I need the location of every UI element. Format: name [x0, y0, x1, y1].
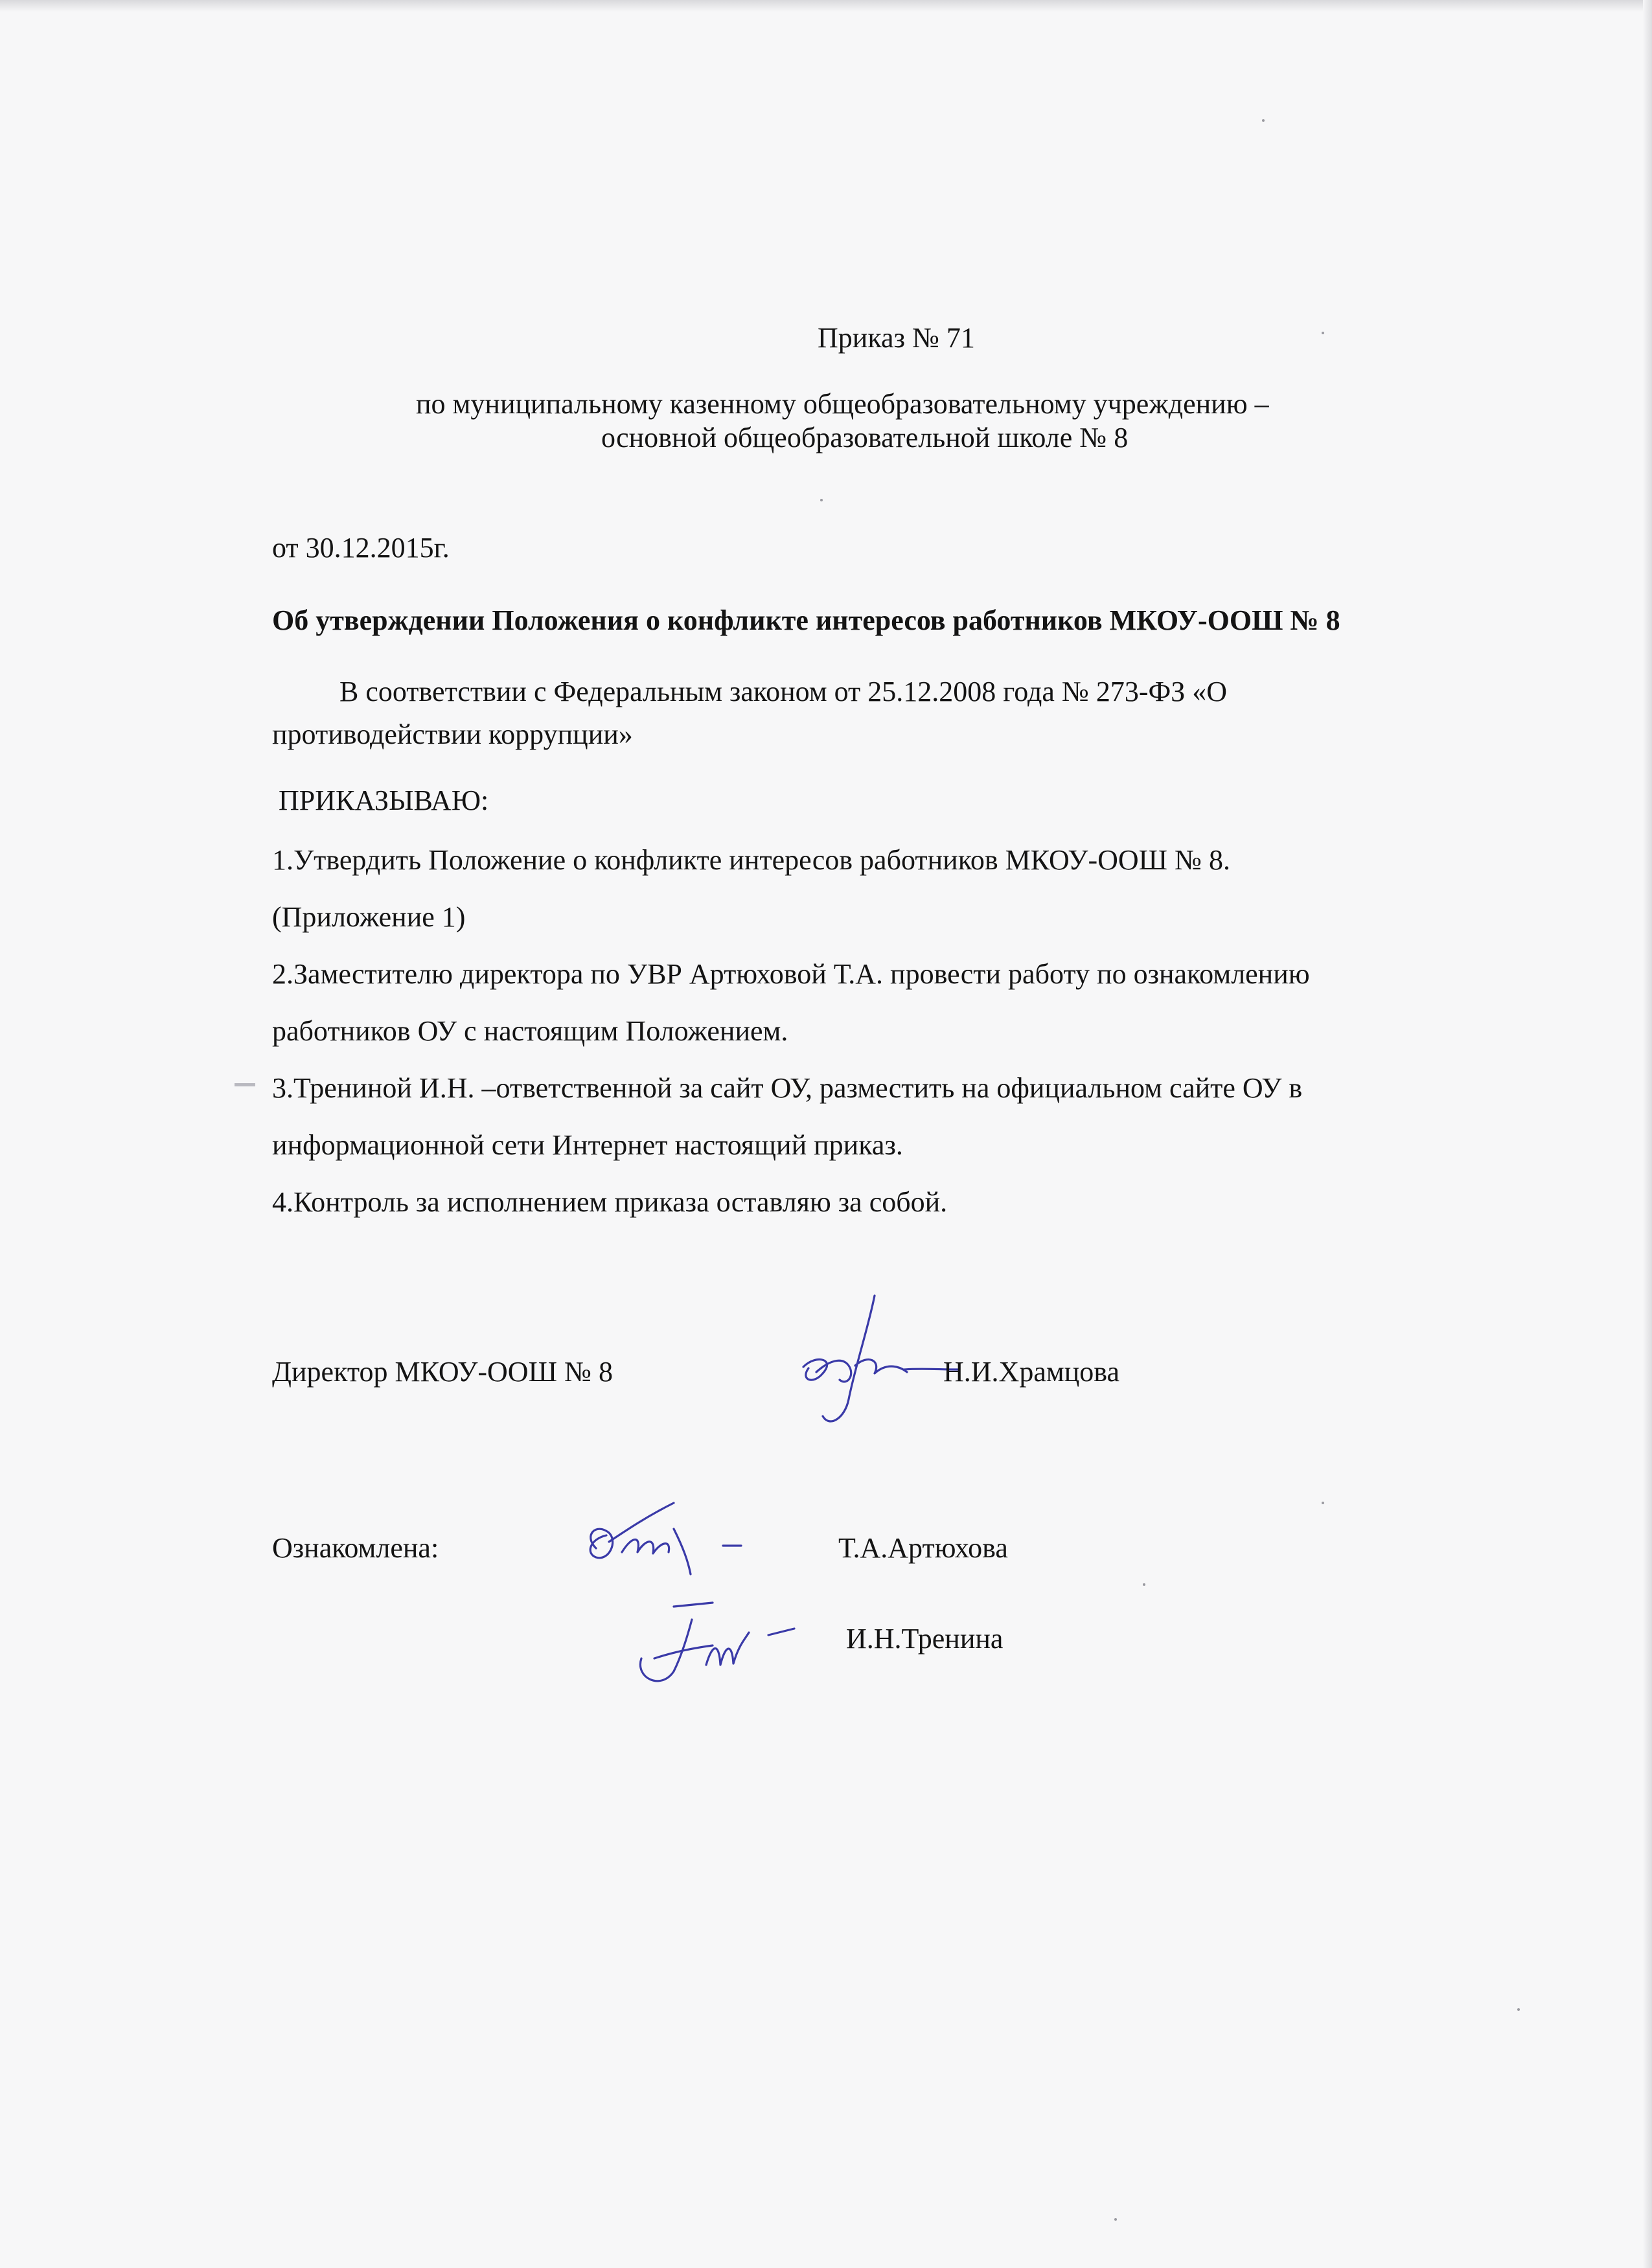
signature-stroke — [622, 1540, 669, 1554]
director-signature — [777, 1289, 959, 1438]
signature-stroke — [674, 1603, 713, 1607]
order-item: 4.Контроль за исполнением приказа оставляю за собой. — [272, 1186, 948, 1218]
basis-line-1: В соответствии с Федеральным законом от 25.12.2008 года № 273-ФЗ «О — [339, 676, 1228, 707]
scan-speck — [1322, 1502, 1324, 1504]
order-item: работников ОУ с настоящим Положением. — [272, 1015, 788, 1047]
scan-mark — [235, 1083, 255, 1086]
scan-edge-top — [0, 0, 1652, 12]
org-name-line-1: по муниципальному казенному общеобразовательному учреждению – — [416, 388, 1269, 420]
signature-stroke — [609, 1503, 674, 1542]
basis-line-2: противодействии коррупции» — [272, 718, 633, 750]
signature-artyukhova — [570, 1490, 758, 1594]
order-subject: Об утверждении Положения о конфликте интересов работников МКОУ-ООШ № 8 — [272, 604, 1340, 636]
director-name: Н.И.Храмцова — [943, 1356, 1119, 1388]
acknowledged-label: Ознакомлена: — [272, 1532, 439, 1564]
signature-stroke — [823, 1296, 875, 1421]
order-date: от 30.12.2015г. — [272, 532, 450, 564]
signature-trenina — [615, 1581, 803, 1697]
order-item: (Приложение 1) — [272, 901, 466, 933]
signature-stroke — [803, 1360, 827, 1380]
ack-name: Т.А.Артюхова — [838, 1532, 1008, 1564]
org-name-line-2: основной общеобразовательной школе № 8 — [601, 422, 1129, 453]
scan-speck — [1322, 332, 1324, 334]
order-item: 2.Заместителю директора по УВР Артюховой Т.А. провести работу по ознакомлению — [272, 958, 1310, 990]
order-title: Приказ № 71 — [818, 322, 975, 354]
scan-speck — [1143, 1583, 1145, 1586]
signature-stroke — [855, 1360, 907, 1373]
signature-stroke — [816, 1360, 851, 1382]
signature-stroke — [768, 1629, 794, 1635]
scan-edge-right — [1643, 0, 1652, 2268]
director-title: Директор МКОУ-ООШ № 8 — [272, 1356, 613, 1388]
signature-stroke — [590, 1529, 612, 1558]
scan-speck — [1114, 2218, 1117, 2221]
signature-stroke — [706, 1632, 749, 1665]
command-word: ПРИКАЗЫВАЮ: — [279, 785, 489, 816]
signature-stroke — [674, 1529, 691, 1574]
order-item: 1.Утвердить Положение о конфликте интересов работников МКОУ-ООШ № 8. — [272, 844, 1231, 876]
scan-speck — [820, 499, 823, 501]
ack-name: И.Н.Тренина — [846, 1623, 1004, 1655]
order-item: 3.Трениной И.Н. –ответственной за сайт ОУ, разместить на официальном сайте ОУ в — [272, 1072, 1303, 1104]
scan-speck — [1262, 119, 1265, 122]
scan-speck — [1517, 2008, 1520, 2011]
order-item: информационной сети Интернет настоящий приказ. — [272, 1129, 903, 1161]
